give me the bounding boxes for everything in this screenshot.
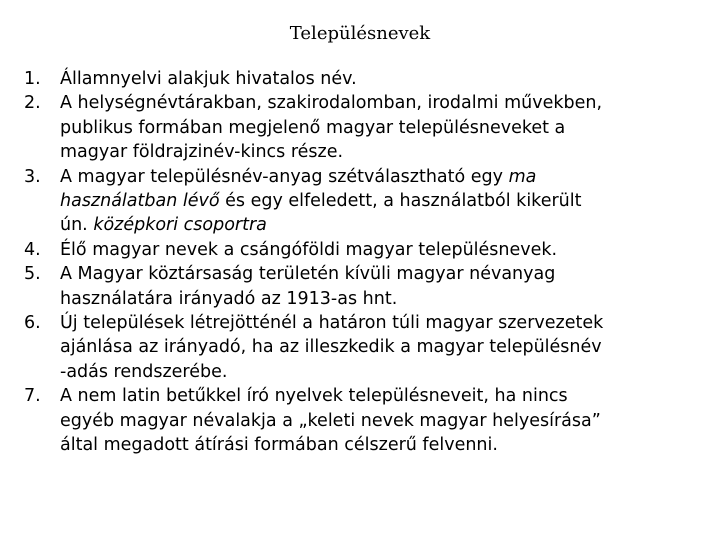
list-item-number: 3. [24, 166, 41, 187]
list-item-text: -adás rendszerébe. [60, 361, 228, 382]
slide-title: Településnevek [289, 23, 431, 44]
list-item-text-italic: középkori csoportra [93, 215, 267, 236]
list-item-text: ajánlása az irányadó, ha az illeszkedik a magyar településnév [60, 337, 602, 358]
list-item-text: Államnyelvi alakjuk hivatalos név. [60, 69, 357, 89]
list-item-text: használatára irányadó az 1913-as hnt. [60, 288, 398, 309]
list-item-number: 1. [24, 69, 41, 89]
list-item-text: Élő magyar nevek a csángóföldi magyar településnevek. [60, 239, 558, 260]
list-item-text-italic: használatban lévő [60, 191, 220, 212]
list-item [24, 262, 700, 311]
list-item-text: A magyar településnév-anyag szétválasztható egy [60, 166, 509, 187]
list-item-text: és egy elfeledett, a használatból kikerült [219, 191, 582, 212]
list-item-number: 7. [24, 386, 41, 407]
list-item [24, 67, 700, 91]
list-item [24, 91, 700, 164]
list-item [24, 238, 700, 262]
list-item-number: 2. [24, 93, 41, 114]
list-item [24, 311, 700, 384]
list-item [24, 384, 700, 457]
list-item-number: 4. [24, 239, 41, 260]
list-item-text: magyar földrajzinév-kincs része. [60, 142, 344, 163]
list-item-text: publikus formában megjelenő magyar településneveket a [60, 117, 566, 138]
list-item [24, 165, 700, 238]
list-item-text: A helységnévtárakban, szakirodalomban, irodalmi művekben, [60, 93, 603, 114]
list-item-text-italic: ma [508, 166, 537, 187]
numbered-list [24, 67, 700, 458]
list-item-text: egyéb magyar névalakja a „keleti nevek magyar helyesírása” [60, 410, 601, 431]
list-item-text: A Magyar köztársaság területén kívüli magyar névanyag [60, 264, 556, 285]
list-item-text: Új települések létrejötténél a határon túli magyar szervezetek [60, 313, 604, 334]
list-item-text: ún. [60, 215, 94, 236]
list-item-text: által megadott átírási formában célszerű felvenni. [60, 435, 498, 456]
list-item-number: 5. [24, 264, 41, 285]
list-item-number: 6. [24, 313, 41, 334]
list-item-text: A nem latin betűkkel író nyelvek településneveit, ha nincs [60, 386, 568, 407]
